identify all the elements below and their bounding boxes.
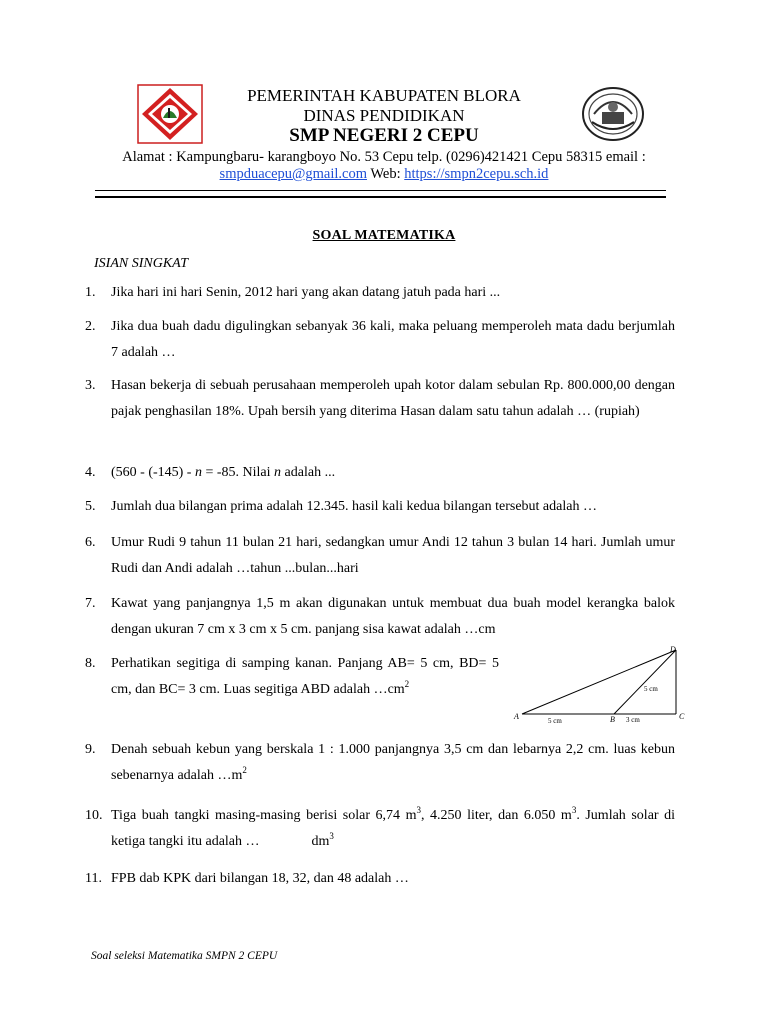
school-address: Alamat : Kampungbaru- karangboyo No. 53 Cepu telp. (0296)421421 Cepu 58315 email : xyxy=(122,149,646,165)
question-number: 9. xyxy=(85,742,96,757)
school-name: SMP NEGERI 2 CEPU xyxy=(289,125,479,146)
vertex-a-label: A xyxy=(514,712,519,721)
question-number: 1. xyxy=(85,285,96,300)
question-text: (560 - (-145) - n = -85. Nilai n adalah ... xyxy=(111,465,336,480)
ab-length-label: 5 cm xyxy=(548,717,562,725)
triangle-figure xyxy=(512,644,688,726)
document-title: SOAL MATEMATIKA xyxy=(312,228,456,243)
question-11 xyxy=(85,866,675,892)
question-text: Umur Rudi 9 tahun 11 bulan 21 hari, sedangkan umur Andi 12 tahun 3 bulan 14 hari. Jumlah umur Rudi dan Andi adalah …tahun ...bulan...hari xyxy=(111,535,675,576)
question-number: 4. xyxy=(85,465,96,480)
question-number: 6. xyxy=(85,535,96,550)
website-link[interactable]: https://smpn2cepu.sch.id xyxy=(404,166,549,182)
question-text: Tiga buah tangki masing-masing berisi solar 6,74 $m^3$, 4.250 liter, dan 6.050 $m^3$. Jumlah solar di ketiga tangki itu adalah … $dm^3$ xyxy=(111,805,676,849)
question-text: Denah sebuah kebun yang berskala 1 : 1.000 panjangnya 3,5 cm dan lebarnya 2,2 cm. luas kebun sebenarnya adalah $\dots m^2$ xyxy=(111,742,675,783)
question-text: Jika dua buah dadu digulingkan sebanyak 36 kali, maka peluang memperoleh mata dadu berjumlah 7 adalah … xyxy=(111,319,675,360)
bd-length-label: 5 cm xyxy=(644,685,658,693)
question-number: 11. xyxy=(85,871,102,886)
question-3 xyxy=(85,373,675,425)
question-8 xyxy=(85,651,499,703)
question-10 xyxy=(85,803,675,855)
question-9 xyxy=(85,737,675,789)
vertex-d-label: D xyxy=(670,645,676,654)
bc-length-label: 3 cm xyxy=(626,716,640,724)
web-label: Web: xyxy=(370,166,401,182)
question-number: 3. xyxy=(85,378,96,393)
vertex-b-label: B xyxy=(610,715,615,724)
page-footer: Soal seleksi Matematika SMPN 2 CEPU xyxy=(91,950,278,962)
header-divider-thick xyxy=(95,196,666,198)
question-text: Kawat yang panjangnya 1,5 m akan digunakan untuk membuat dua buah model kerangka balok dengan ukuran 7 cm x 3 cm x 5 cm. panjang sisa kawat adalah …cm xyxy=(111,596,675,637)
question-4 xyxy=(85,460,675,486)
vertex-c-label: C xyxy=(679,712,685,721)
government-name: PEMERINTAH KABUPATEN BLORA xyxy=(247,86,521,105)
question-1 xyxy=(85,280,675,306)
email-link[interactable]: smpduacepu@gmail.com xyxy=(219,166,367,182)
question-text: FPB dab KPK dari bilangan 18, 32, dan 48 adalah … xyxy=(111,871,409,886)
contact-line xyxy=(90,166,678,183)
question-number: 7. xyxy=(85,596,96,611)
side-ad xyxy=(522,650,676,714)
question-5 xyxy=(85,494,675,520)
question-7 xyxy=(85,591,675,643)
question-text: Perhatikan segitiga di samping kanan. Panjang AB= 5 cm, BD= 5 cm, dan BC= 3 cm. Luas segitiga ABD adalah $\dots cm^2$ xyxy=(111,656,499,697)
question-number: 5. xyxy=(85,499,96,514)
question-text: Jumlah dua bilangan prima adalah 12.345. hasil kali kedua bilangan tersebut adalah … xyxy=(111,499,597,514)
question-text: Jika hari ini hari Senin, 2012 hari yang akan datang jatuh pada hari ... xyxy=(111,285,501,300)
question-6 xyxy=(85,530,675,582)
section-heading: ISIAN SINGKAT xyxy=(94,256,188,271)
side-bd xyxy=(614,650,676,714)
question-number: 8. xyxy=(85,656,96,671)
question-number: 2. xyxy=(85,319,96,334)
question-2 xyxy=(85,314,675,366)
question-text: Hasan bekerja di sebuah perusahaan memperoleh upah kotor dalam sebulan Rp. 800.000,00 dengan pajak penghasilan 18%. Upah bersih yang diterima Hasan dalam satu tahun adalah … (rupiah) xyxy=(111,378,675,419)
header-divider-thin xyxy=(95,190,666,191)
question-number: 10. xyxy=(85,808,103,823)
department-name: DINAS PENDIDIKAN xyxy=(303,106,465,125)
